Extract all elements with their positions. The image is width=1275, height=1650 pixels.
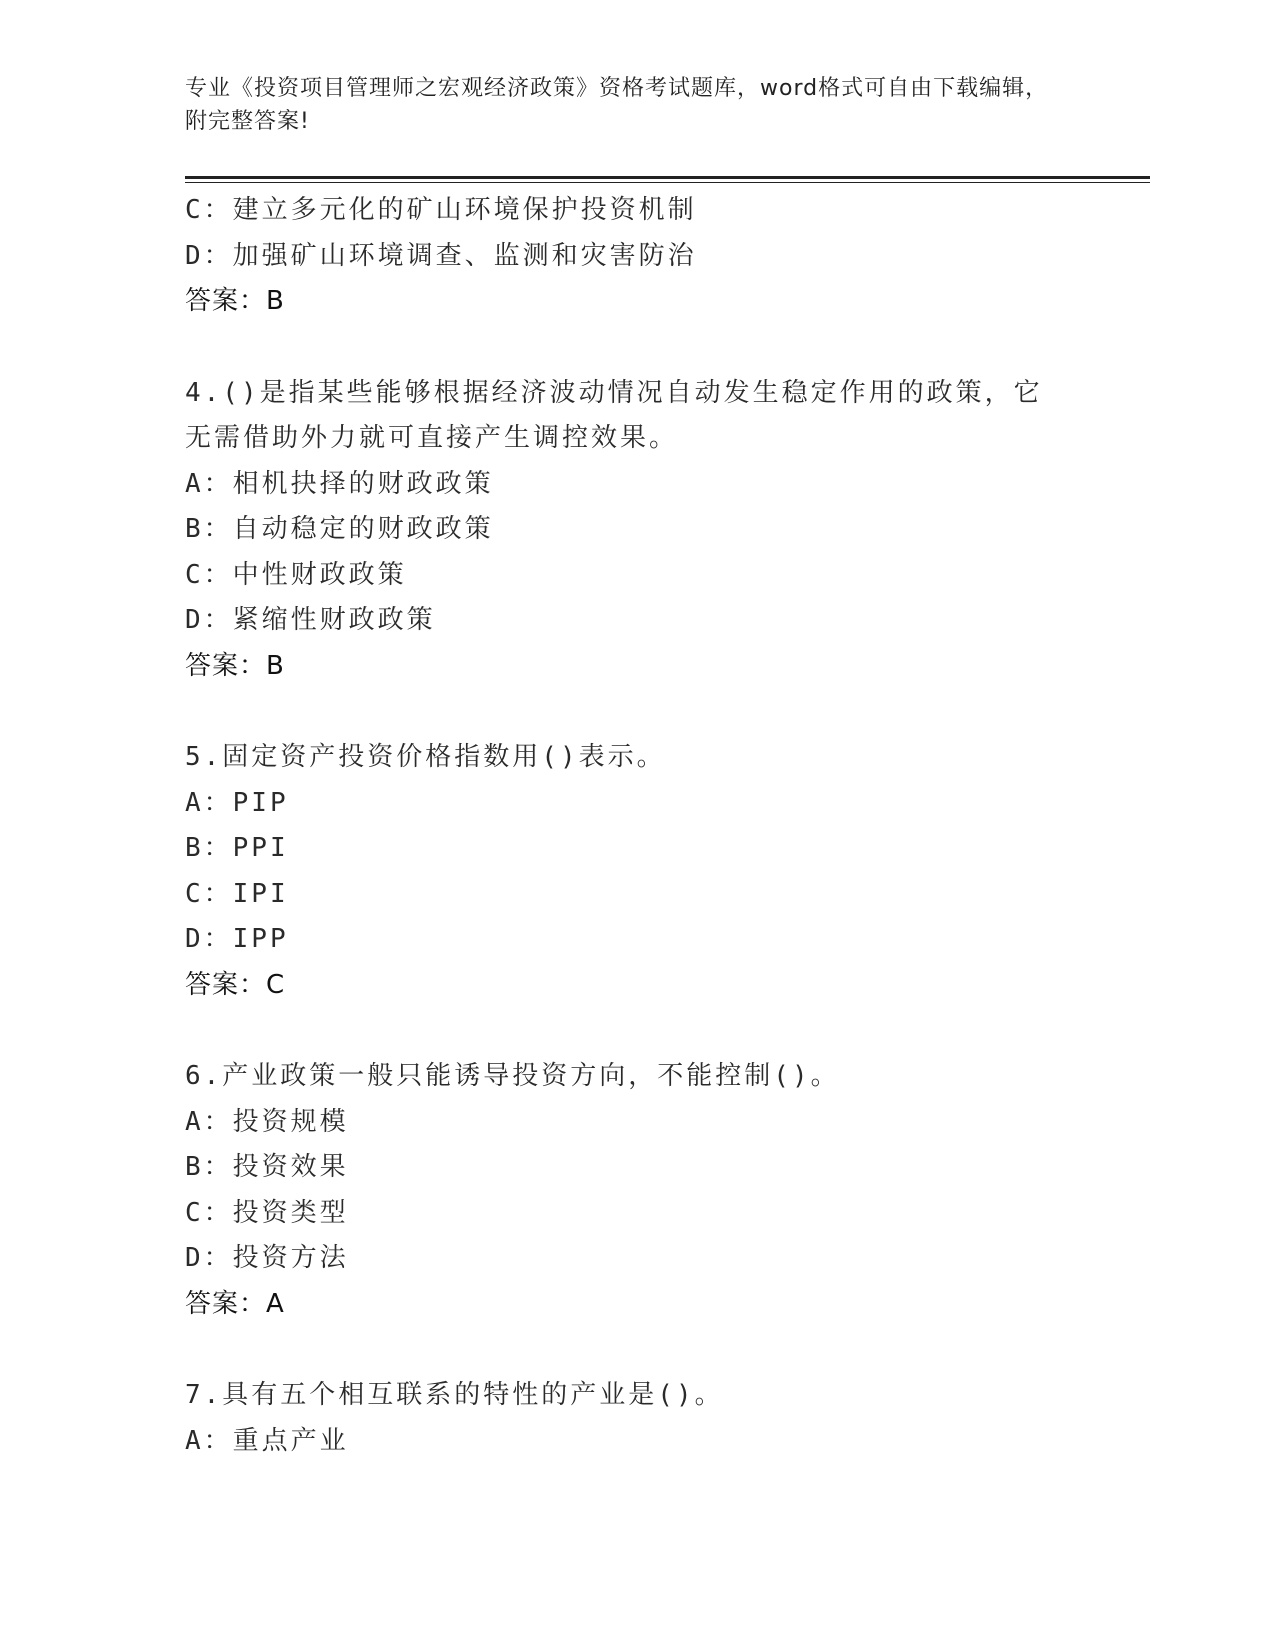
option-a: A：PIP — [185, 787, 289, 818]
question-block-7 — [185, 1373, 1085, 1464]
option-b: B：自动稳定的财政政策 — [185, 514, 494, 544]
option-a: A：重点产业 — [185, 1425, 349, 1456]
option-b: B：PPI — [185, 833, 289, 863]
option-c: C：投资类型 — [185, 1197, 349, 1228]
question-block-5 — [185, 735, 1085, 1008]
answer: 答案：A — [185, 1288, 285, 1319]
option-d: D：IPP — [185, 924, 289, 954]
question-block-6 — [185, 1054, 1085, 1327]
question-block-continued — [185, 188, 1085, 325]
question-stem: 7.具有五个相互联系的特性的产业是()。 — [185, 1380, 724, 1410]
option-d: D：加强矿山环境调查、监测和灾害防治 — [185, 240, 697, 271]
spacer — [185, 1327, 1085, 1373]
option-c: C：建立多元化的矿山环境保护投资机制 — [185, 195, 697, 225]
header-rule-thin — [185, 182, 1150, 183]
header-rule-thick — [185, 176, 1150, 179]
answer: 答案：C — [185, 969, 286, 1000]
document-header: 专业《投资项目管理师之宏观经济政策》资格考试题库，word格式可自由下载编辑，附完整答案! — [185, 76, 1049, 134]
option-d: D：紧缩性财政政策 — [185, 605, 436, 635]
question-stem: 5.固定资产投资价格指数用()表示。 — [185, 742, 666, 772]
option-b: B：投资效果 — [185, 1152, 349, 1182]
option-c: C：中性财政政策 — [185, 559, 407, 590]
spacer — [185, 1008, 1085, 1054]
question-stem: 6.产业政策一般只能诱导投资方向，不能控制()。 — [185, 1061, 840, 1091]
question-block-4 — [185, 371, 1085, 690]
question-stem: 4.()是指某些能够根据经济波动情况自动发生稳定作用的政策，它无需借助外力就可直接产生调控效果。 — [185, 377, 1043, 453]
option-a: A：相机抉择的财政政策 — [185, 468, 494, 499]
answer: 答案：B — [185, 650, 285, 681]
spacer — [185, 325, 1085, 371]
option-a: A：投资规模 — [185, 1106, 349, 1137]
answer: 答案：B — [185, 286, 285, 316]
option-d: D：投资方法 — [185, 1243, 349, 1273]
option-c: C：IPI — [185, 878, 289, 909]
question-list — [185, 188, 1085, 1464]
spacer — [185, 689, 1085, 735]
